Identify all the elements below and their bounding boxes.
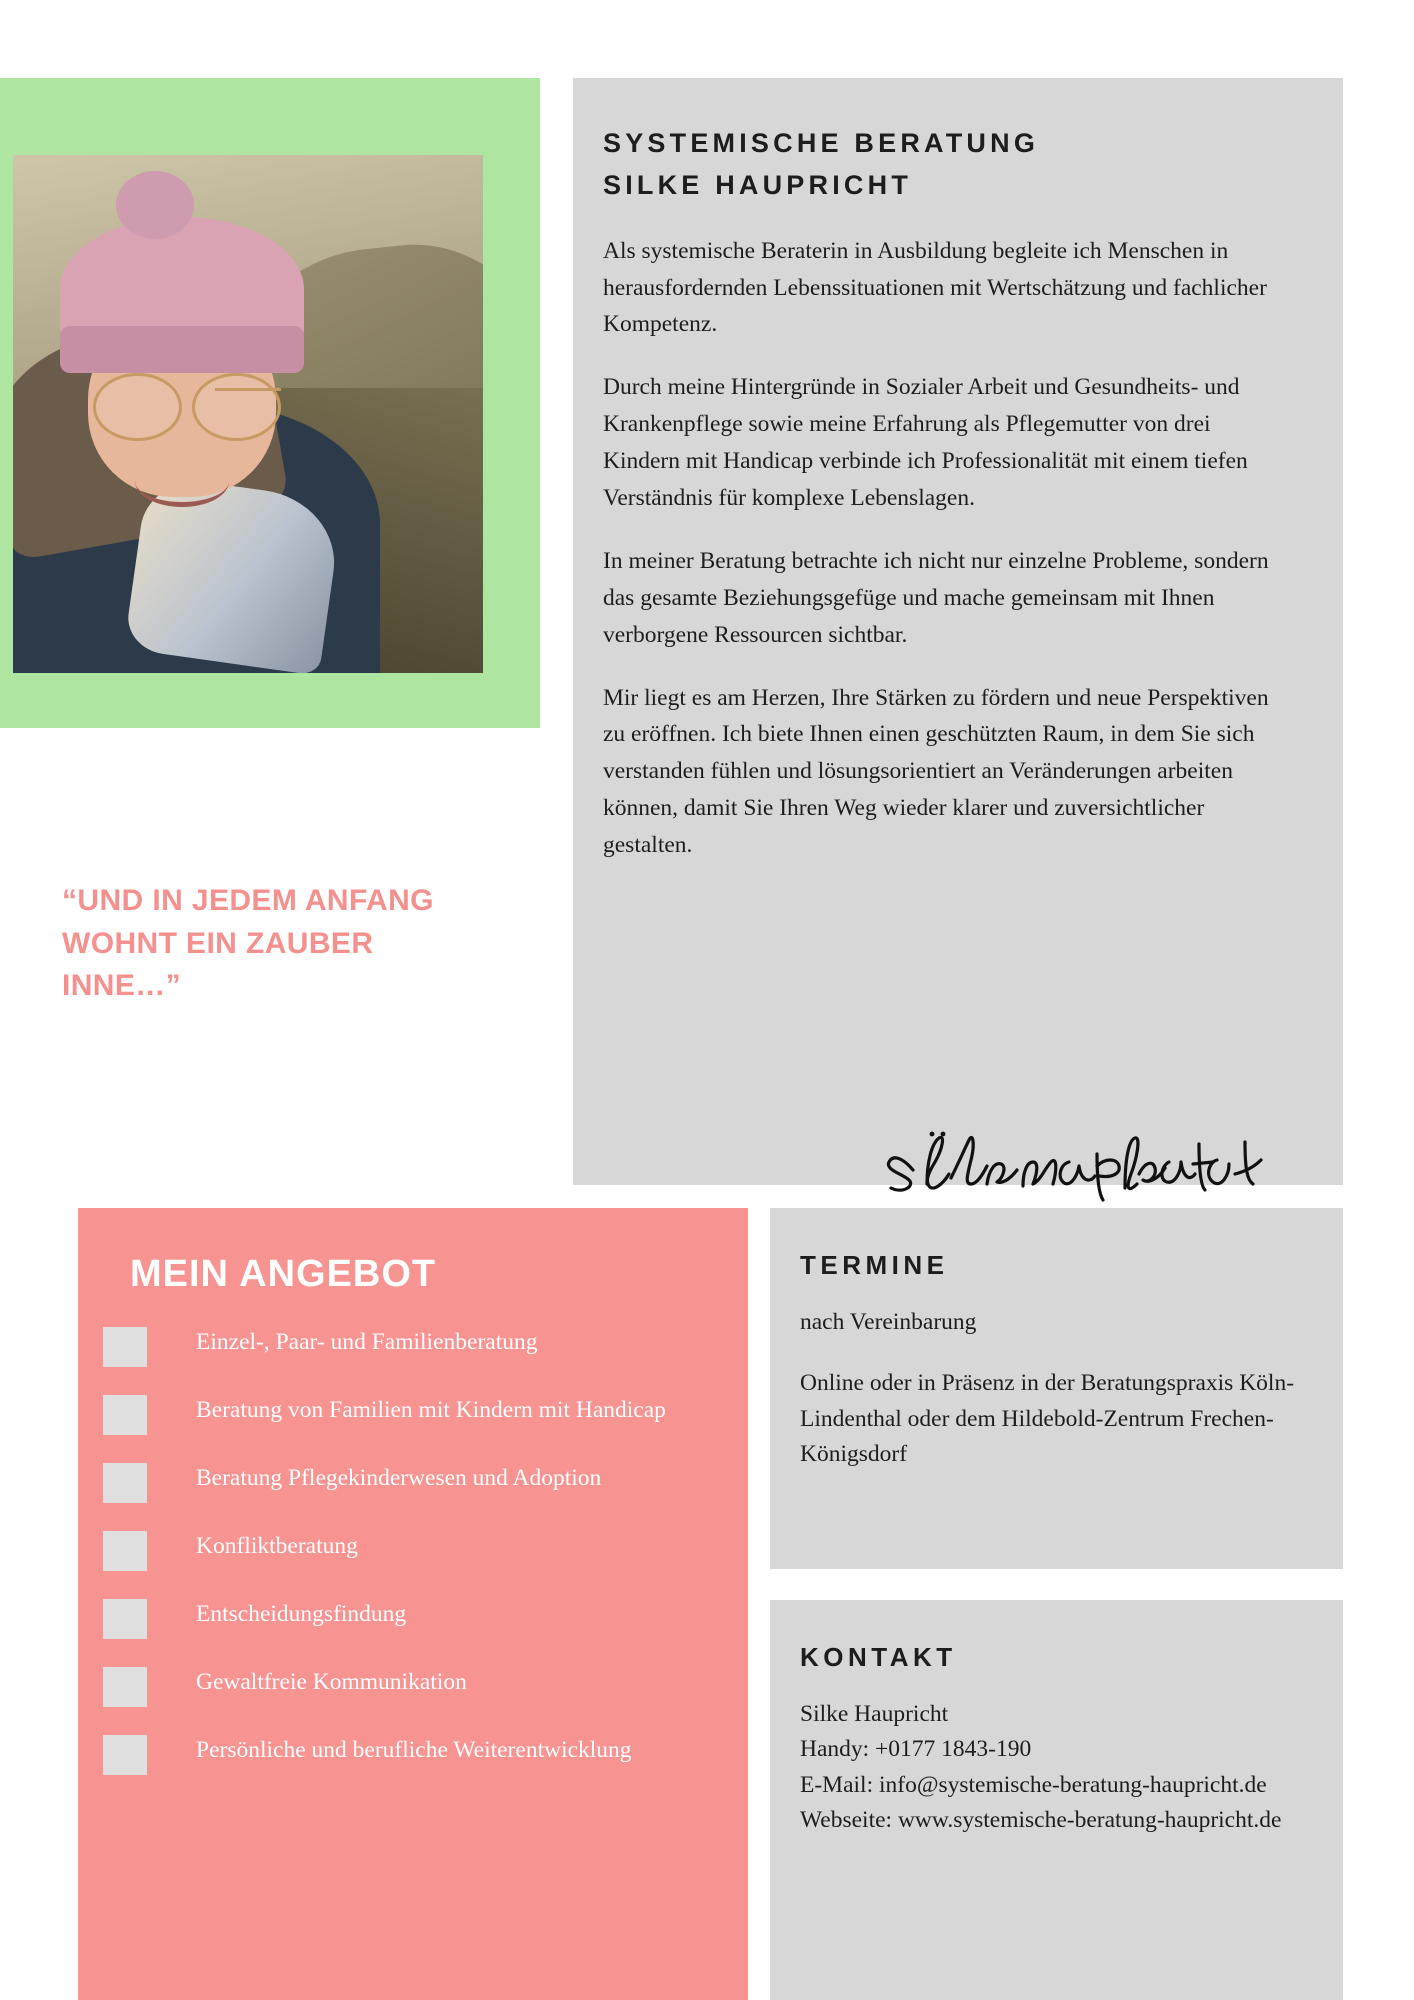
portrait-photo bbox=[13, 155, 483, 673]
offer-item-label: Persönliche und berufliche Weiterentwicklung bbox=[196, 1737, 632, 1763]
list-item bbox=[196, 1462, 708, 1508]
offer-item-label: Konfliktberatung bbox=[196, 1533, 358, 1559]
appointments-panel bbox=[770, 1208, 1343, 1569]
contact-name: Silke Haupricht bbox=[800, 1701, 949, 1727]
photo-smile bbox=[135, 455, 229, 507]
photo-glasses-bridge bbox=[215, 388, 281, 391]
list-item bbox=[196, 1326, 708, 1372]
intro-paragraph-2: Durch meine Hintergründe in Sozialer Arbeit und Gesundheits- und Krankenpflege sowie meine Erfahrung als Pflegemutter von drei Kindern mit Handicap verbinde ich Professionalität mit einem tiefen Verständnis für komplexe Lebenslagen. bbox=[603, 374, 1248, 512]
contact-panel bbox=[770, 1600, 1343, 2000]
intro-panel bbox=[573, 78, 1343, 1185]
list-item bbox=[196, 1598, 708, 1644]
checkbox-icon bbox=[103, 1531, 147, 1571]
checkbox-icon bbox=[103, 1735, 147, 1775]
checkbox-icon bbox=[103, 1327, 147, 1367]
offer-item-label: Gewaltfreie Kommunikation bbox=[196, 1669, 467, 1695]
appointments-locations: Online oder in Präsenz in der Beratungspraxis Köln-Lindenthal oder dem Hildebold-Zentrum Frechen-Königsdorf bbox=[800, 1370, 1295, 1467]
list-item bbox=[196, 1394, 708, 1440]
page-title-line1: SYSTEMISCHE BERATUNG bbox=[603, 128, 1040, 158]
photo-glasses-left-lens bbox=[93, 373, 182, 441]
offer-item-label: Beratung Pflegekinderwesen und Adoption bbox=[196, 1465, 602, 1491]
offer-title: MEIN ANGEBOT bbox=[130, 1253, 437, 1295]
appointments-title: TERMINE bbox=[800, 1250, 949, 1280]
photo-glasses-right-lens bbox=[192, 373, 281, 441]
photo-hat-pompom bbox=[116, 171, 194, 239]
checkbox-icon bbox=[103, 1667, 147, 1707]
photo-hat-brim bbox=[60, 326, 304, 373]
list-item bbox=[196, 1734, 708, 1780]
photo-glasses bbox=[93, 373, 281, 435]
offer-item-label: Beratung von Familien mit Kindern mit Handicap bbox=[196, 1397, 666, 1423]
appointments-availability: nach Vereinbarung bbox=[800, 1309, 977, 1335]
intro-paragraph-4: Mir liegt es am Herzen, Ihre Stärken zu fördern und neue Perspektiven zu eröffnen. Ich biete Ihnen einen geschützten Raum, in dem Sie sich verstanden fühlen und lösungsorientiert an Veränderungen arbeiten können, damit Sie Ihren Weg wieder klarer und zuversichtlicher gestalten. bbox=[603, 684, 1269, 859]
page-title bbox=[603, 123, 1283, 207]
headline-quote: “UND IN JEDEM ANFANG WOHNT EIN ZAUBER INNE…” bbox=[62, 884, 434, 1003]
contact-title: KONTAKT bbox=[800, 1642, 957, 1672]
contact-phone[interactable]: Handy: +0177 1843-190 bbox=[800, 1736, 1032, 1763]
page-title-line2: SILKE HAUPRICHT bbox=[603, 169, 913, 200]
list-item bbox=[196, 1530, 708, 1576]
list-item bbox=[196, 1666, 708, 1712]
offer-item-label: Einzel-, Paar- und Familienberatung bbox=[196, 1329, 538, 1355]
offer-panel bbox=[78, 1208, 748, 2000]
contact-details bbox=[800, 1697, 1309, 1838]
offer-list bbox=[78, 1326, 748, 1780]
checkbox-icon bbox=[103, 1463, 147, 1503]
offer-item-label: Entscheidungsfindung bbox=[196, 1601, 407, 1627]
checkbox-icon bbox=[103, 1599, 147, 1639]
contact-email[interactable]: E-Mail: info@systemische-beratung-haupricht.de bbox=[800, 1771, 1267, 1798]
intro-paragraph-1: Als systemische Beraterin in Ausbildung begleite ich Menschen in herausfordernden Lebenssituationen mit Wertschätzung und fachlicher Kompetenz. bbox=[603, 237, 1267, 338]
signature bbox=[873, 1118, 1273, 1208]
intro-paragraph-3: In meiner Beratung betrachte ich nicht nur einzelne Probleme, sondern das gesamte Beziehungsgefüge und mache gemeinsam mit Ihnen verborgene Ressourcen sichtbar. bbox=[603, 547, 1269, 648]
contact-website[interactable]: Webseite: www.systemische-beratung-haupricht.de bbox=[800, 1806, 1282, 1833]
checkbox-icon bbox=[103, 1395, 147, 1435]
